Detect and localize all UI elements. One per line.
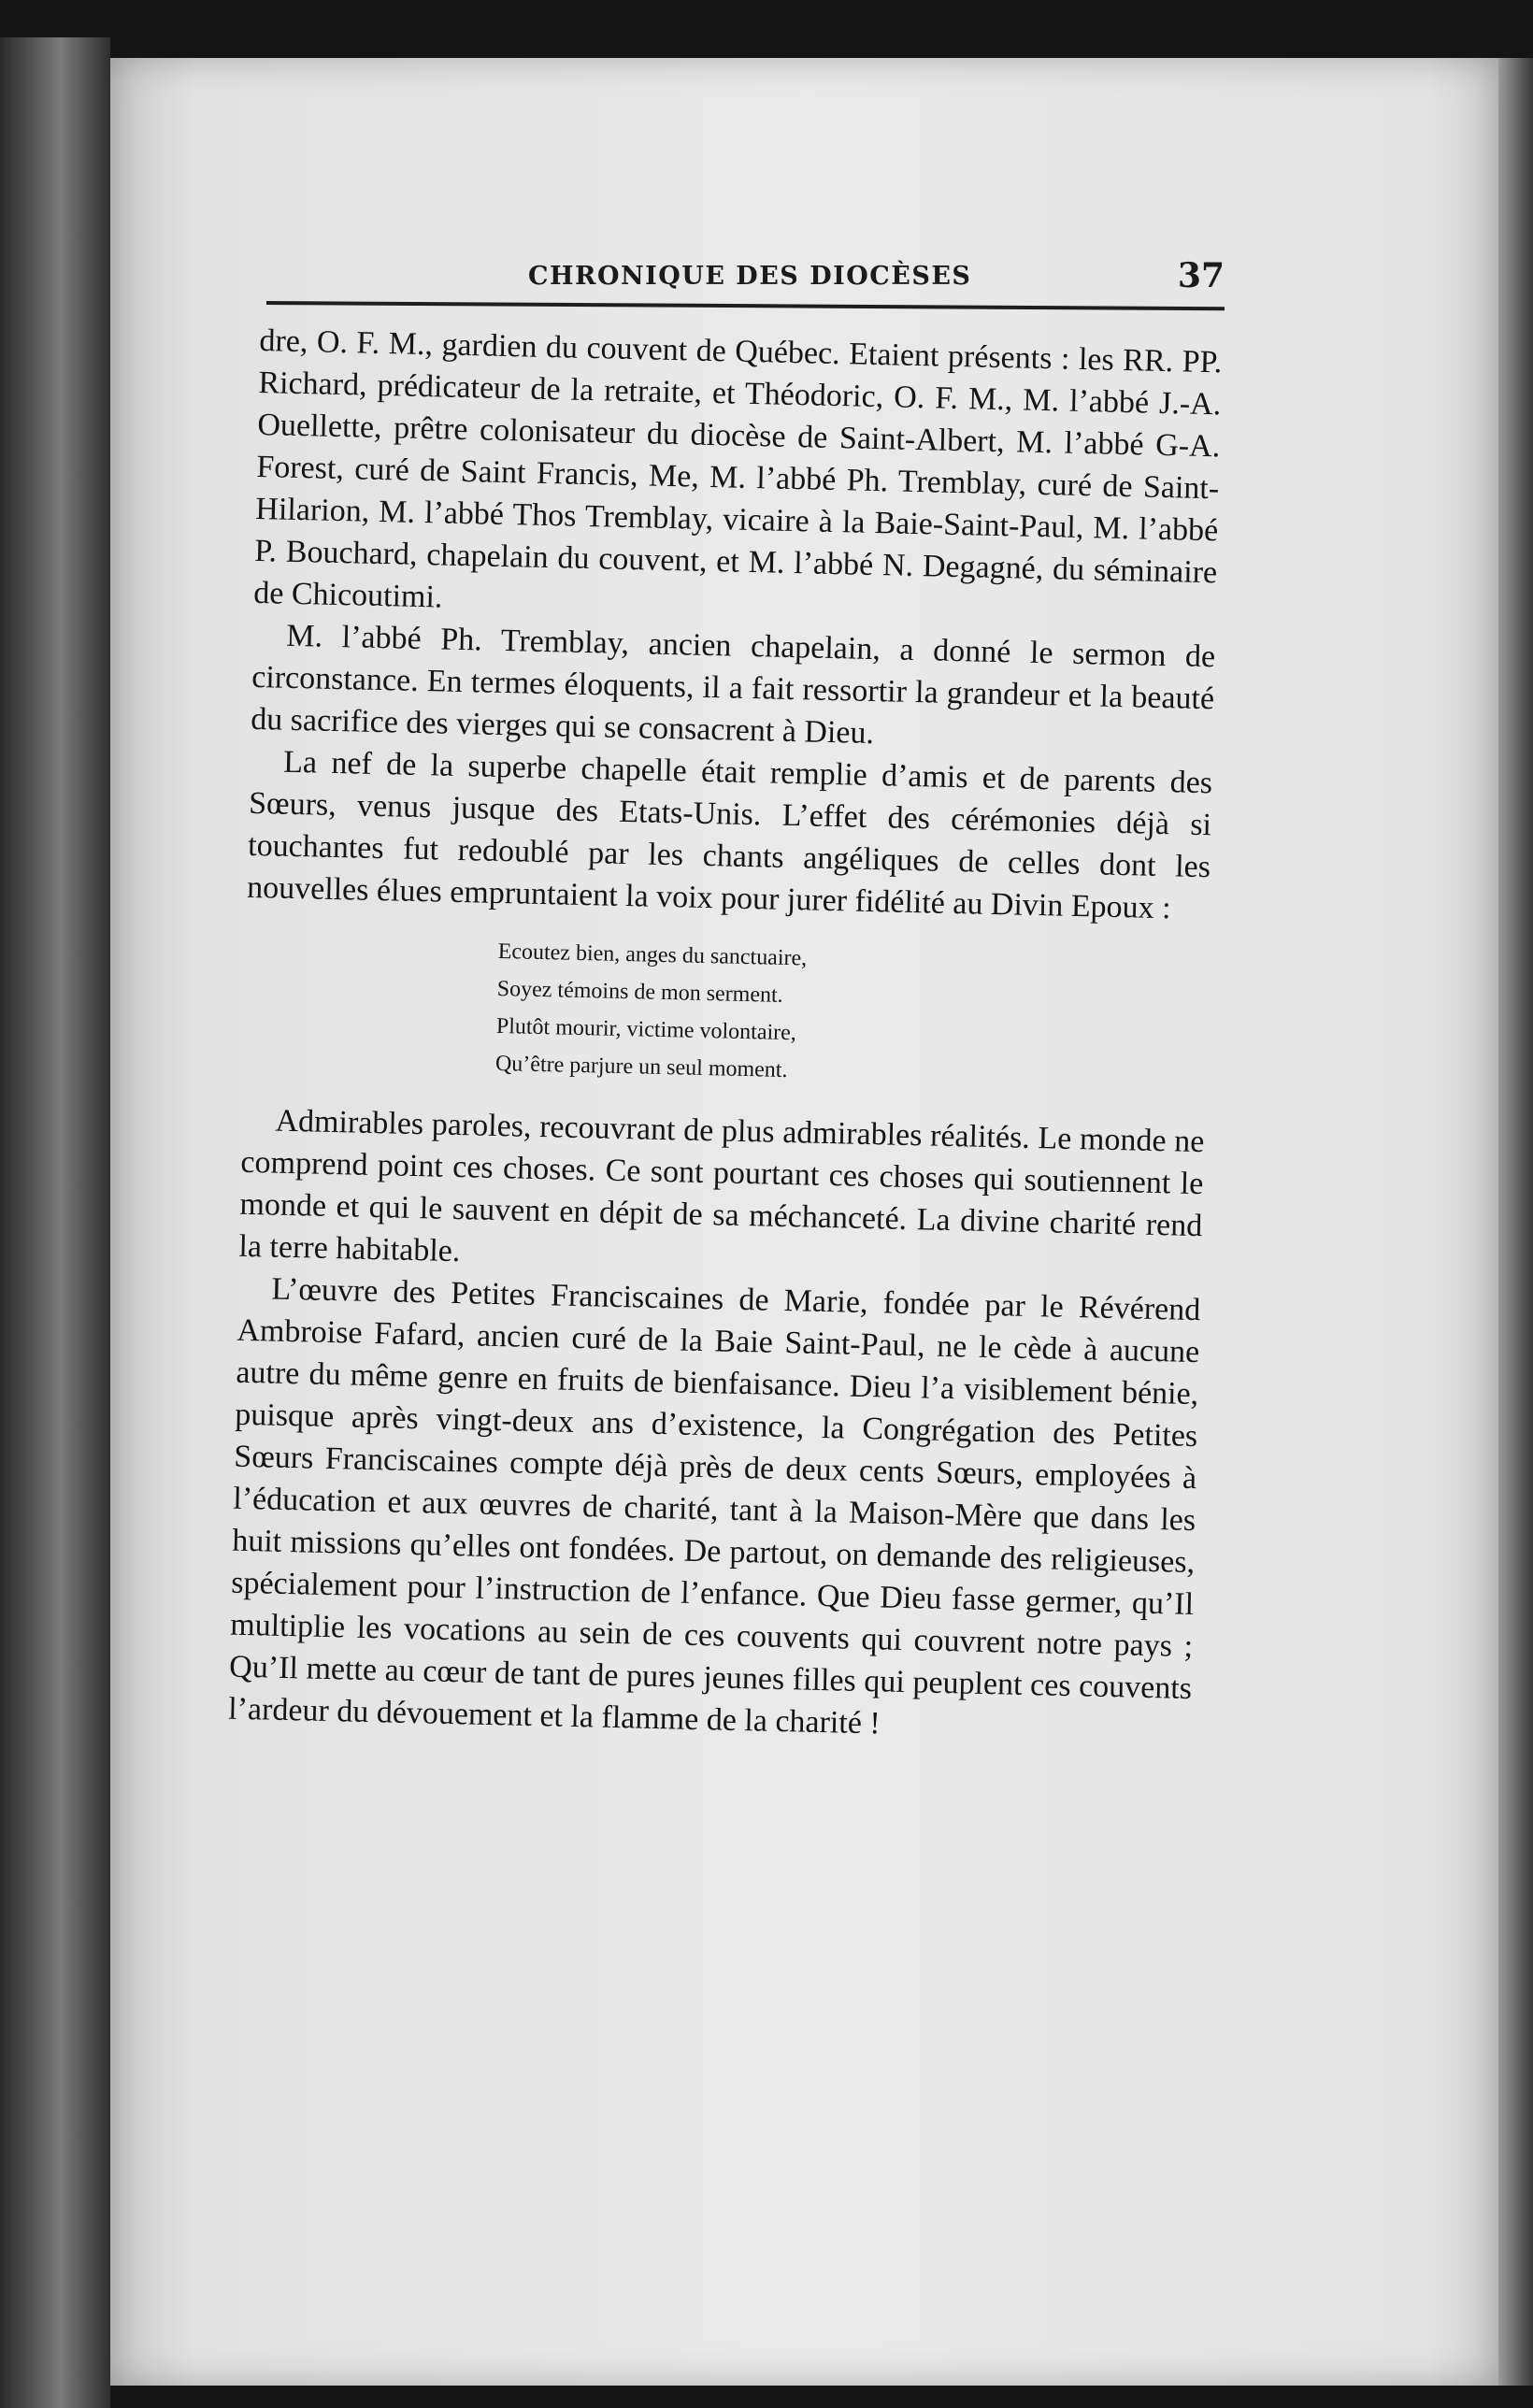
verse-line: Plutôt mourir, victime volontaire, xyxy=(495,1013,797,1046)
paragraph: La nef de la superbe chapelle était remplie d’amis et de parents des Sœurs, venus jusque des Etats-Unis. L’effet des cérémonies déjà si touchantes fut redoublé par les chants angéliques de celles dont les nouvelles élues empruntaient la voix pour jurer fidélité au Divin Epoux : xyxy=(246,744,1213,926)
verse-quotation xyxy=(243,927,1209,1098)
verse-line: Soyez témoins de mon serment. xyxy=(496,976,783,1008)
running-title: CHRONIQUE DES DIOCÈSES xyxy=(528,262,972,291)
paragraph: Admirables paroles, recouvrant de plus admirables réalités. Le monde ne comprend point ces choses. Ce sont pourtant ces choses qui soutiennent le monde et qui le sauvent en dépit de sa méchanceté. La divine charité rend la terre habitable. xyxy=(238,1103,1205,1269)
page-number: 37 xyxy=(1177,256,1225,295)
paragraph: L’œuvre des Petites Franciscaines de Marie, fondée par le Révérend Ambroise Fafard, ancien curé de la Baie Saint-Paul, ne le cède à aucune autre du même genre en fruits de bienfaisance. Dieu l’a visiblement bénie, puisque après vingt-deux ans d’existence, la Congrégation des Petites Sœurs Franciscaines compte déjà près de deux cents Sœurs, employées à l’éducation et aux œuvres de charité, tant à la Maison-Mère que dans les huit missions qu’elles ont fondées. De partout, on demande des religieuses, spécialement pour l’instruction de l’enfance. Que Dieu fasse germer, qu’Il multiplie les vocations au sein de ces couvents qui couvrent notre pays ; Qu’Il mette au cœur de tant de pures jeunes filles qui peuplent ces couvents l’ardeur du dévouement et la flamme de la charité ! xyxy=(227,1271,1201,1742)
verse-line: Ecoutez bien, anges du sanctuaire, xyxy=(497,939,808,971)
facing-page-edge xyxy=(0,37,110,2408)
verse-line: Qu’être parjure un seul moment. xyxy=(494,1051,788,1083)
body-text xyxy=(228,320,1223,1752)
page-right-edge xyxy=(1498,58,1533,2386)
paragraph: M. l’abbé Ph. Tremblay, ancien chapelain, a donné le sermon de circonstance. En termes éloquents, il a fait ressortir la grandeur et la beauté du sacrifice des vierges qui se consacrent à Dieu. xyxy=(250,618,1216,752)
paragraph: dre, O. F. M., gardien du couvent de Québec. Etaient présents : les RR. PP. Richard, prédicateur de la retraite, et Théodoric, O. F. M., M. l’abbé J.-A. Ouellette, prêtre colonisateur du diocèse de Saint-Albert, M. l’abbé G-A. Forest, curé de Saint Francis, Me, M. l’abbé Ph. Tremblay, curé de Saint-Hilarion, M. l’abbé Thos Tremblay, vicaire à la Baie-Saint-Paul, M. l’abbé P. Bouchard, chapelain du couvent, et M. l’abbé N. Degagné, du séminaire de Chicoutimi. xyxy=(252,322,1223,615)
running-head xyxy=(266,256,1225,305)
